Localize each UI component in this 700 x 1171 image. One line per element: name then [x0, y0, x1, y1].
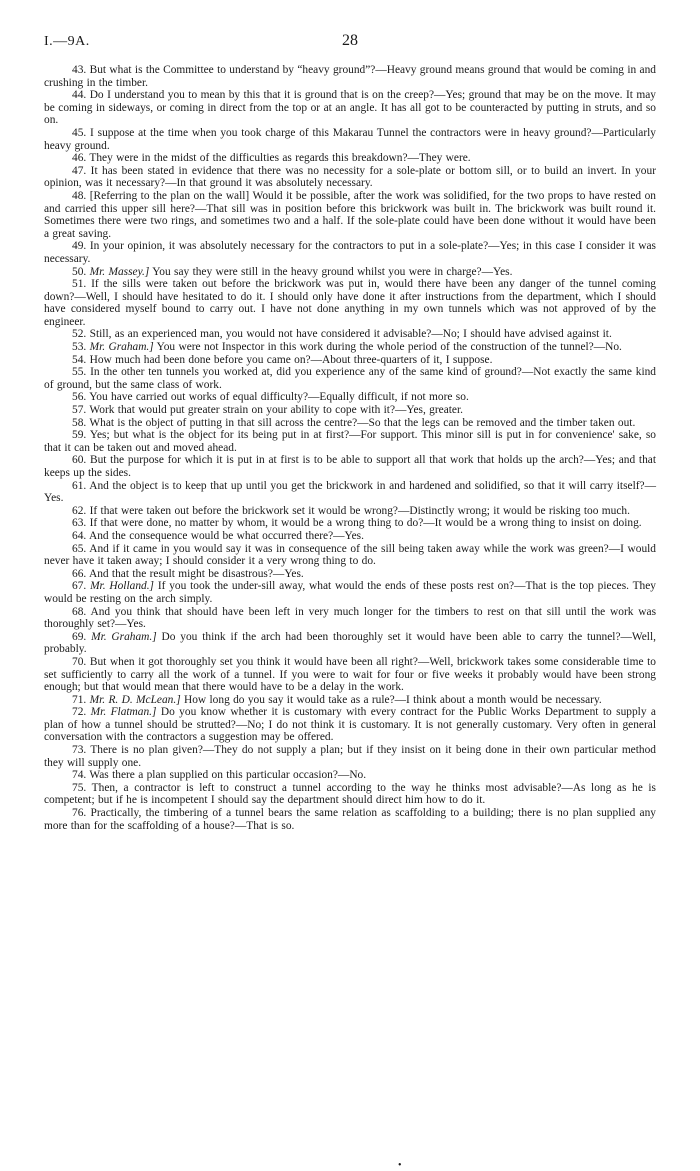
question-number: 45.	[72, 126, 87, 139]
question-text: How long do you say it would take as a rule?—I think about a month would be necessary.	[184, 693, 602, 706]
question-paragraph	[44, 606, 656, 631]
question-text: It has been stated in evidence that there was no necessity for a sole-plate or bottom sill, or to build an invert. In your opinion, was it necessary?—In that ground it was absolutely necessary.	[44, 164, 656, 190]
question-paragraph	[44, 429, 656, 454]
question-paragraph	[44, 480, 656, 505]
question-paragraph	[44, 404, 656, 417]
question-paragraph	[44, 769, 656, 782]
question-paragraph	[44, 543, 656, 568]
question-text: And if it came in you would say it was in consequence of the sill being taken away while the work was green?—I would never have it taken away; I should consider it a very wrong thing to do.	[44, 542, 656, 568]
question-number: 75.	[72, 781, 87, 794]
question-paragraph	[44, 530, 656, 543]
question-text: In the other ten tunnels you worked at, did you experience any of the same kind of ground?—Not exactly the same kind of ground, but the same class of work.	[44, 366, 656, 391]
question-paragraph	[44, 631, 656, 656]
question-number: 62.	[72, 504, 87, 517]
question-paragraph	[44, 694, 656, 707]
question-text: [Referring to the plan on the wall] Would it be possible, after the work was solidified, for the two props to have rested on and carried this upper sill here?—That sill was in position before this brickwork was built in. The brickwork was built round it. Sometimes there were two rings, and sometimes two and a half. If the sole-plate could have been done without it would have been a great saving.	[44, 189, 656, 240]
question-text: If the sills were taken out before the brickwork was put in, would there have been any danger of the tunnel coming down?—Well, I should have hesitated to do it. I should only have done it after instructions from the department, which I should have considered myself bound to carry out. I have not done anything in my own tunnels which was not approved of by the engineer.	[44, 278, 656, 328]
question-text: Do I understand you to mean by this that it is ground that is on the creep?—Yes; ground that may be on the move. It may be coming in sideways, or coming in direct from the top or at an angle. It has all got to be counteracted by putting in struts, and so on.	[44, 89, 656, 127]
question-text: Practically, the timbering of a tunnel bears the same relation as scaffolding to a building; there is no plan supplied any more than for the scaffolding of a house?—That is so.	[44, 807, 656, 832]
question-number: 76.	[72, 807, 87, 820]
question-text: You were not Inspector in this work during the whole period of the construction of the tunnel?—No.	[156, 341, 622, 354]
question-paragraph	[44, 391, 656, 404]
question-text: Work that would put greater strain on your ability to cope with it?—Yes, greater.	[89, 404, 463, 417]
question-number: 67.	[72, 580, 87, 593]
question-number: 71.	[72, 693, 87, 706]
speaker-name: Mr. Graham.]	[91, 630, 157, 643]
question-number: 54.	[72, 353, 87, 366]
speaker-name: Mr. Holland.]	[90, 580, 154, 593]
question-number: 73.	[72, 744, 87, 757]
question-number: 63.	[72, 517, 87, 530]
speaker-name: Mr. Flatman.]	[90, 706, 157, 719]
question-text: But the purpose for which it is put in at first is to be able to support all that work that holds up the arch?—Yes; and that keeps up the sides.	[44, 454, 656, 479]
question-paragraph	[44, 517, 656, 530]
question-number: 53.	[72, 341, 87, 354]
question-number: 51.	[72, 278, 87, 291]
question-text: But when it got thoroughly set you think it would have been all right?—Well, brickwork takes some considerable time to set sufficiently to carry all the work of a tunnel. If you were to wait for four or five weeks it probably would have been strong enough; but that would mean that there would have to be a delay in the work.	[44, 655, 656, 694]
question-paragraph	[44, 656, 656, 694]
question-number: 43.	[72, 64, 87, 76]
question-number: 47.	[72, 164, 87, 177]
question-paragraph	[44, 354, 656, 367]
question-number: 57.	[72, 404, 87, 417]
question-text: They were in the midst of the difficulties as regards this breakdown?—They were.	[89, 152, 471, 165]
question-paragraph	[44, 807, 656, 832]
question-paragraph	[44, 266, 656, 279]
question-paragraph	[44, 152, 656, 165]
document-reference: I.—9A.	[44, 34, 90, 49]
question-text: Then, a contractor is left to construct a tunnel according to the way he thinks most advisable?—As long as he is competent; but if he is incompetent I should say the department should direct him how to do it.	[44, 781, 656, 807]
question-text: In your opinion, it was absolutely necessary for the contractors to put in a sole-plate?—Yes; in this case I consider it was necessary.	[44, 240, 656, 265]
question-number: 52.	[72, 328, 87, 341]
question-text: How much had been done before you came on?—About three-quarters of it, I suppose.	[89, 353, 493, 366]
question-number: 59.	[72, 429, 87, 442]
speaker-name: Mr. Graham.]	[89, 341, 154, 354]
question-number: 48.	[72, 189, 87, 202]
question-text: Do you know whether it is customary with every contract for the Public Works Department to supply a plan of how a tunnel should be strutted?—No; I do not think it is customary. It is not generally customary. Very often in general conversation with the contractors a suggestion may be offered.	[44, 706, 656, 744]
question-paragraph	[44, 89, 656, 127]
question-paragraph	[44, 341, 656, 354]
question-number: 70.	[72, 655, 87, 668]
question-text: And the object is to keep that up until you get the brickwork in and hardened and solidified, so that it will carry itself?—Yes.	[44, 479, 656, 505]
question-paragraph	[44, 278, 656, 328]
question-text: And you think that should have been left in very much longer for the timbers to rest on that sill until the work was thoroughly set?—Yes.	[44, 605, 656, 631]
speaker-name: Mr. Massey.]	[89, 265, 150, 278]
question-paragraph	[44, 706, 656, 744]
question-text: If that were done, no matter by whom, it would be a wrong thing to do?—It would be a wrong thing to insist on doing.	[89, 517, 642, 530]
question-number: 72.	[72, 706, 87, 719]
question-paragraph	[44, 190, 656, 240]
question-number: 66.	[72, 567, 87, 580]
question-paragraph	[44, 744, 656, 769]
question-paragraph	[44, 454, 656, 479]
question-text: What is the object of putting in that sill across the centre?—So that the legs can be removed and the timber taken out.	[89, 416, 636, 429]
question-text: You have carried out works of equal difficulty?—Equally difficult, if not more so.	[89, 391, 469, 404]
question-text: If that were taken out before the brickwork set it would be wrong?—Distinctly wrong; it would be risking too much.	[89, 504, 630, 517]
speaker-name: Mr. R. D. McLean.]	[89, 693, 181, 706]
question-number: 50.	[72, 265, 87, 278]
question-number: 61.	[72, 479, 87, 492]
question-number: 55.	[72, 366, 87, 379]
question-paragraph	[44, 417, 656, 430]
question-number: 65.	[72, 542, 87, 555]
question-text: If you took the under-sill away, what would the ends of these posts rest on?—That is the top pieces. They would be resting on the arch simply.	[44, 580, 656, 605]
question-paragraph	[44, 366, 656, 391]
question-paragraph	[44, 505, 656, 518]
question-number: 56.	[72, 391, 87, 404]
question-text: Was there a plan supplied on this particular occasion?—No.	[89, 769, 367, 782]
question-paragraph	[44, 64, 656, 89]
question-text: And that the result might be disastrous?—Yes.	[88, 567, 304, 580]
question-number: 60.	[72, 454, 87, 467]
question-number: 44.	[72, 89, 87, 102]
question-text: Still, as an experienced man, you would not have considered it advisable?—No; I should have advised against it.	[89, 328, 612, 341]
question-number: 74.	[72, 769, 87, 782]
question-text: But what is the Committee to understand by “heavy ground”?—Heavy ground means ground that would be coming in and crushing in the timber.	[44, 64, 656, 89]
question-number: 64.	[72, 529, 87, 542]
question-paragraph	[44, 165, 656, 190]
page-header	[44, 0, 656, 48]
question-number: 46.	[72, 152, 87, 165]
question-text: Yes; but what is the object for its being put in at first?—For support. This minor sill is put in for convenience' sake, so that it can be taken out and moved ahead.	[44, 429, 656, 454]
question-paragraph	[44, 127, 656, 152]
question-text: You say they were still in the heavy ground whilst you were in charge?—Yes.	[152, 265, 513, 278]
footer-mark: •	[398, 1160, 402, 1171]
question-paragraph	[44, 782, 656, 807]
question-number: 69.	[72, 630, 87, 643]
question-text: Do you think if the arch had been thoroughly set it would have been able to carry the tunnel?—Well, probably.	[44, 630, 656, 656]
question-paragraph	[44, 568, 656, 581]
evidence-body	[44, 64, 656, 832]
question-number: 68.	[72, 605, 87, 618]
question-text: There is no plan given?—They do not supply a plan; but if they insist on it being done in their own particular method they will supply one.	[44, 744, 656, 769]
question-text: And the consequence would be what occurred there?—Yes.	[88, 529, 364, 542]
page-number: 28	[342, 32, 358, 49]
question-paragraph	[44, 328, 656, 341]
question-number: 49.	[72, 240, 87, 253]
question-paragraph	[44, 580, 656, 605]
question-paragraph	[44, 240, 656, 265]
question-text: I suppose at the time when you took charge of this Makarau Tunnel the contractors were in heavy ground?—Particularly heavy ground.	[44, 126, 656, 152]
question-number: 58.	[72, 416, 87, 429]
